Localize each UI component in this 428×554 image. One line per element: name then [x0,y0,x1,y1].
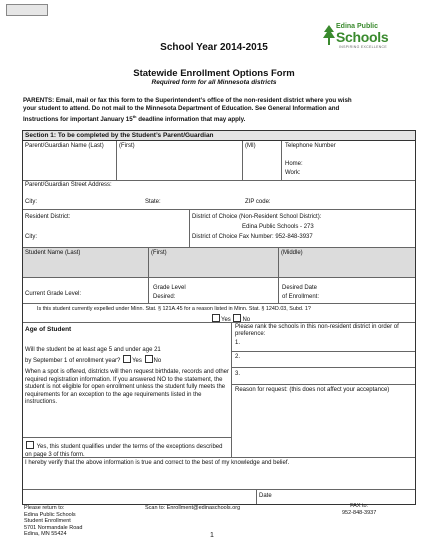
parents-instructions [23,97,413,124]
expelled-no-checkbox[interactable] [233,314,241,322]
address-line-3: 5701 Normandale Road [24,524,83,531]
logo-tagline: INSPIRING EXCELLENCE [339,45,388,49]
state-label: State: [145,199,161,205]
fax-label: FAX to: [350,503,369,509]
school-year: School Year 2014-2015 [160,42,268,53]
street-address-label: Parent/Guardian Street Address: [25,182,112,188]
fax-number: 952-848-3937 [342,509,377,516]
rank-2-label: 2. [235,354,241,360]
address-line-1: Edina Public Schools [24,511,76,518]
return-address [24,505,82,538]
grade-desired-line1: Grade Level [153,285,186,291]
district-of-choice-value: Edina Public Schools - 273 [242,224,314,230]
enroll-date-line1: Desired Date [282,285,318,291]
parent-last-label: Parent/Guardian Name (Last) [25,143,104,149]
rank-heading: Please rank the schools in this non-resident district in order of preference: [235,324,399,337]
age-heading: Age of Student [25,326,72,333]
age-info-paragraph: When a spot is offered, districts will then request birthdate, records and other required registration information. If you answered NO to the statement, the student is not eligible for open enrollment unless the student fully meets the requirements for an exception to the age requirements listed in the instructions. [25,369,229,405]
expelled-question: Is this student currently expelled under Minn. Stat. § 121A.45 for a reason listed in Minn. Stat. § 124D.03, Subd. 1? [37,306,311,312]
telephone-label: Telephone Number [285,143,336,149]
enroll-date-line2: of Enrollment: [282,294,320,300]
district-fax-label: District of Choice Fax Number: 952-848-3937 [192,234,313,240]
parent-mi-label: (MI) [245,143,256,149]
home-phone-label: Home: [285,161,303,167]
resident-city-label: City: [25,234,37,240]
parents-line-3: Instructions for important January 15th deadline information that may apply. [23,114,246,124]
resident-district-label: Resident District: [25,214,71,220]
address-line-4: Edina, MN 55424 [24,531,67,537]
city-label: City: [25,199,37,205]
rank-1-label: 1. [235,340,241,346]
expelled-yes-checkbox[interactable] [212,314,220,322]
logo-word-edina: Edina Public [336,23,379,30]
logo-word-schools: Schools [336,29,389,45]
age-no-checkbox[interactable] [145,355,153,363]
section1-form [22,130,416,505]
date-label: Date [259,493,272,499]
student-middle-label: (Middle) [281,250,303,256]
parents-line-1: PARENTS: Email, mail or fax this form to the Superintendent’s office of the non-resident district where you wish [23,97,352,104]
fax-info [342,503,376,516]
expelled-options: Yes No [211,314,250,324]
reason-label: Reason for request: (this does not affect your acceptance) [235,387,390,393]
work-phone-label: Work: [285,170,301,176]
age-question-line1: Will the student be at least age 5 and under age 21 [25,347,161,353]
age-exception: Yes, this student qualifies under the terms of the exceptions described on page 3 of this form. [25,441,229,459]
exception-checkbox[interactable] [26,441,34,449]
student-first-label: (First) [151,250,167,256]
age-yes-checkbox[interactable] [123,355,131,363]
section1-title: Section 1: To be completed by the Student’s Parent/Guardian [23,131,415,141]
rank-3-label: 3. [235,371,241,377]
age-question-line2: by September 1 of enrollment year? Yes No [25,355,161,365]
current-grade-label: Current Grade Level: [25,291,82,297]
scan-email: Scan to: Enrollment@edinaschools.org [145,505,241,511]
page-number: 1 [210,532,214,539]
form-subtitle: Required form for all Minnesota districts [151,79,277,86]
parent-first-label: (First) [119,143,135,149]
district-of-choice-label: District of Choice (Non-Resident School District): [192,214,322,220]
form-title: Statewide Enrollment Options Form [133,68,295,79]
verify-statement: I hereby verify that the above information is true and correct to the best of my knowledge and belief. [25,460,290,466]
student-last-label: Student Name (Last) [25,250,81,256]
return-label: Please return to: [24,505,65,511]
blank-box [6,4,48,16]
parents-line-2: your student to attend. Do not mail to the Minnesota Department of Education. See General Information and [23,105,340,112]
address-line-2: Student Enrollment [24,518,71,524]
zip-label: ZIP code: [245,199,271,205]
grade-desired-line2: Desired: [153,294,176,300]
